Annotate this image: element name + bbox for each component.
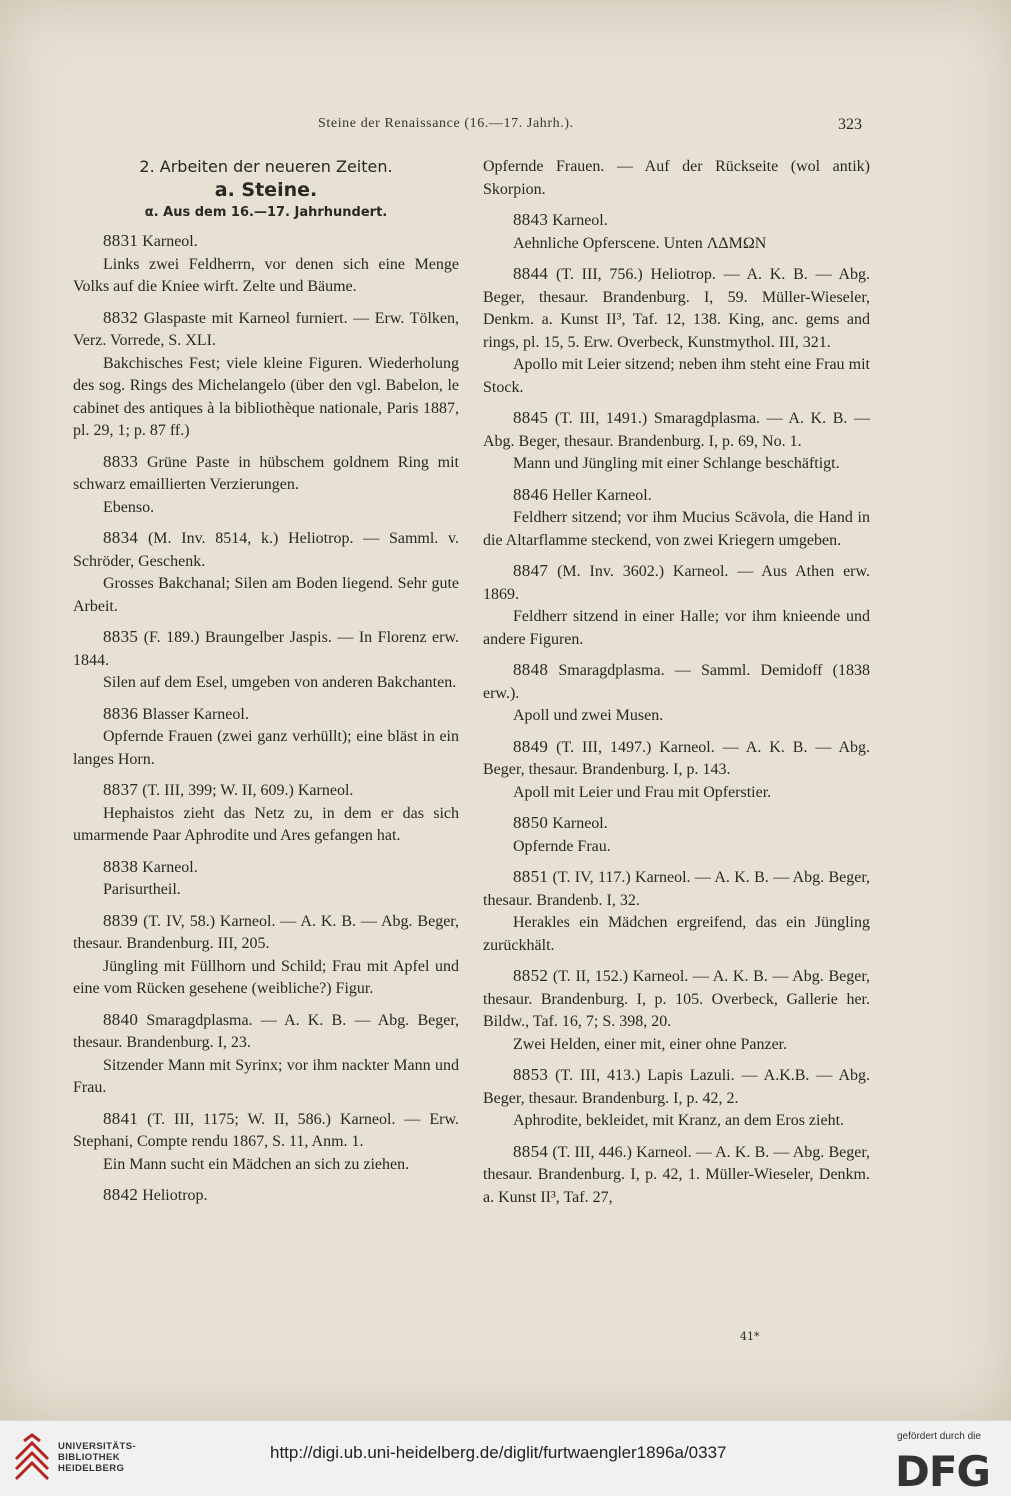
- entry-description: Opfernde Frau.: [513, 837, 611, 855]
- entry-material: (T. IV, 58.) Karneol. — A. K. B. — Abg. Beger, thesaur. Brandenburg. III, 205.: [73, 912, 459, 952]
- entry-number: 8840: [103, 1009, 139, 1029]
- entry-number: 8846: [513, 484, 549, 504]
- library-logo-icon: [12, 1433, 52, 1483]
- entry-description: Sitzender Mann mit Syrinx; vor ihm nackter Mann und Frau.: [73, 1056, 459, 1096]
- entry-description: Ebenso.: [103, 498, 155, 516]
- entry-material: (T. IV, 117.) Karneol. — A. K. B. — Abg. Beger, thesaur. Brandenb. I, 32.: [483, 869, 871, 909]
- dfg-logo: DFG: [895, 1447, 991, 1496]
- catalog-entry: [483, 1141, 870, 1210]
- catalog-entry: [483, 263, 870, 399]
- catalog-entry: [73, 703, 459, 772]
- entry-heading: [73, 527, 459, 573]
- running-title: Steine der Renaissance (16.—17. Jahrh.).: [318, 116, 574, 131]
- entry-number: 8835: [103, 627, 139, 646]
- catalog-entry: [483, 1064, 870, 1133]
- library-line: BIBLIOTHEK: [58, 1452, 121, 1463]
- catalog-entry: [483, 965, 870, 1056]
- entry-description: Ein Mann sucht ein Mädchen an sich zu ziehen.: [103, 1155, 410, 1173]
- library-line: UNIVERSITÄTS-: [58, 1441, 137, 1452]
- entry-number: 8850: [513, 813, 549, 832]
- catalog-entry: [483, 659, 870, 728]
- catalog-entry: [483, 736, 870, 805]
- entry-number: 8844: [513, 264, 549, 283]
- catalog-entry: [73, 230, 459, 299]
- entry-material: Heliotrop.: [142, 1187, 208, 1204]
- entry-description: Zwei Helden, einer mit, einer ohne Panzer.: [513, 1035, 788, 1053]
- entry-number: 8839: [103, 910, 139, 930]
- entry-material: (T. III, 413.) Lapis Lazuli. — A.K.B. — Abg. Beger, thesaur. Brandenburg. I, p. 42, 2.: [483, 1067, 870, 1107]
- entry-material: Karneol.: [552, 815, 608, 832]
- entry-description: Herakles ein Mädchen ergreifend, das ein Jüngling zurückhält.: [483, 914, 870, 954]
- catalog-entry: [483, 484, 870, 553]
- entry-material: (T. III, 1491.) Smaragdplasma. — A. K. B. — Abg. Beger, thesaur. Brandenburg. I, p. 69, No. 1.: [483, 410, 870, 450]
- entry-number: 8841: [103, 1108, 139, 1128]
- entry-heading: [483, 1141, 870, 1210]
- entry-heading: [483, 659, 870, 705]
- entry-number: 8833: [103, 451, 139, 471]
- entry-material: Heller Karneol.: [552, 486, 652, 504]
- page-number: 323: [838, 116, 862, 133]
- entry-number: 8836: [103, 703, 139, 723]
- catalog-entry: [73, 910, 459, 1001]
- catalog-entry: [483, 866, 870, 957]
- entry-heading: [73, 703, 459, 727]
- subsub-heading: α. Aus dem 16.—17. Jahrhundert.: [144, 205, 388, 220]
- entry-heading: [483, 263, 870, 354]
- entry-heading: [73, 626, 459, 672]
- entry-description: Aphrodite, bekleidet, mit Kranz, an dem Eros zieht.: [513, 1112, 845, 1129]
- section-heading: 2. Arbeiten der neueren Zeiten.: [139, 157, 393, 176]
- entry-number: 8832: [103, 307, 139, 327]
- footer-bar: [0, 1420, 1011, 1496]
- entry-number: 8853: [513, 1065, 549, 1084]
- entry-description: Grosses Bakchanal; Silen am Boden liegend. Sehr gute Arbeit.: [73, 575, 459, 615]
- right-column: [483, 156, 870, 1217]
- catalog-entry: [73, 1184, 459, 1208]
- entry-heading: [73, 451, 459, 497]
- entry-description: Feldherr sitzend in einer Halle; vor ihm knieende und andere Figuren.: [483, 608, 870, 648]
- entry-material: Blasser Karneol.: [142, 705, 249, 723]
- entry-description: Jüngling mit Füllhorn und Schild; Frau mit Apfel und eine vom Rücken gesehene (weibliche?) Figur.: [73, 957, 459, 997]
- entry-heading: [483, 484, 870, 508]
- entry-description: Apollo mit Leier sitzend; neben ihm steht eine Frau mit Stock.: [483, 356, 870, 396]
- entry-heading: [73, 1009, 459, 1055]
- entry-material: (T. III, 1175; W. II, 586.) Karneol. — Erw. Stephani, Compte rendu 1867, S. 11, Anm. 1.: [73, 1110, 459, 1150]
- entry-material: Karneol.: [142, 233, 198, 250]
- entry-description: Aehnliche Opferscene. Unten ΛΔΜΩΝ: [513, 234, 767, 252]
- catalog-entry: [483, 560, 870, 651]
- continuation-text: [483, 156, 870, 201]
- entry-material: (T. III, 756.) Heliotrop. — A. K. B. — Abg. Beger, thesaur. Brandenburg. I, 59. Müller-Wieseler, Denkm. a. Kunst II³, Taf. 12, 138. King, anc. gems and rings, pl. 15, 5. Erw. Overbeck, Kunstmythol. III, 321.: [483, 266, 871, 351]
- entry-number: 8847: [513, 561, 549, 580]
- continuation-paragraph: Opfernde Frauen. — Auf der Rückseite (wol antik) Skorpion.: [483, 158, 870, 198]
- sponsor-caption: gefördert durch die: [897, 1431, 981, 1442]
- entry-number: 8843: [513, 210, 549, 229]
- entry-heading: [483, 560, 870, 606]
- entry-number: 8834: [103, 528, 139, 547]
- right-entry-list: [483, 209, 870, 1209]
- entry-number: 8848: [513, 660, 549, 679]
- library-name: [58, 1441, 136, 1474]
- entry-heading: [73, 1108, 459, 1154]
- entry-description: Feldherr sitzend; vor ihm Mucius Scävola, die Hand in die Altarflamme steckend, von zwei Kriegern umgeben.: [483, 509, 870, 549]
- entry-number: 8851: [513, 867, 549, 886]
- permalink-url[interactable]: http://digi.ub.uni-heidelberg.de/diglit/furtwaengler1896a/0337: [270, 1443, 727, 1462]
- entry-heading: [73, 307, 459, 353]
- entry-heading: [483, 209, 870, 233]
- entry-material: (T. III, 399; W. II, 609.) Karneol.: [142, 782, 354, 799]
- catalog-entry: [73, 1009, 459, 1100]
- entry-material: Karneol.: [552, 212, 608, 229]
- left-column: [73, 156, 459, 1216]
- entry-material: (M. Inv. 3602.) Karneol. — Aus Athen erw. 1869.: [483, 563, 871, 603]
- catalog-entry: [483, 407, 870, 476]
- entry-material: Grüne Paste in hübschem goldnem Ring mit schwarz emaillierten Verzierungen.: [73, 453, 460, 493]
- entry-number: 8837: [103, 780, 139, 799]
- entry-number: 8845: [513, 408, 549, 427]
- signature-mark: 41*: [740, 1330, 760, 1343]
- entry-number: 8838: [103, 856, 139, 876]
- entry-material: (F. 189.) Braungelber Jaspis. — In Florenz erw. 1844.: [73, 629, 459, 669]
- entry-material: Karneol.: [142, 858, 198, 876]
- entry-material: Smaragdplasma. — A. K. B. — Abg. Beger, thesaur. Brandenburg. I, 23.: [73, 1011, 460, 1051]
- entry-number: 8842: [103, 1185, 139, 1204]
- catalog-entry: [73, 1108, 459, 1177]
- catalog-entry: [73, 779, 459, 848]
- entry-description: Bakchisches Fest; viele kleine Figuren. Wiederholung des sog. Rings des Michelangelo (über den vgl. Babelon, le cabinet des antiques à la bibliothèque nationale, Paris 1887, pl. 29, 1; p. 87 ff.): [73, 354, 459, 439]
- entry-material: (T. II, 152.) Karneol. — A. K. B. — Abg. Beger, thesaur. Brandenburg. I, p. 105. Overbeck, Gallerie her. Bildw., Taf. 16, 7; S. 398, 20.: [483, 968, 871, 1030]
- entry-number: 8831: [103, 231, 139, 250]
- left-entry-list: [73, 230, 459, 1208]
- catalog-entry: [73, 307, 459, 443]
- entry-heading: [483, 812, 870, 836]
- entry-description: Apoll und zwei Musen.: [513, 707, 664, 724]
- entry-description: Opfernde Frauen (zwei ganz verhüllt); eine bläst in ein langes Horn.: [73, 728, 459, 768]
- entry-heading: [73, 910, 459, 956]
- entry-heading: [483, 736, 870, 782]
- entry-number: 8854: [513, 1141, 549, 1161]
- entry-heading: [73, 1184, 459, 1208]
- sub-heading: a. Steine.: [214, 179, 318, 201]
- entry-description: Hephaistos zieht das Netz zu, in dem er das sich umarmende Paar Aphrodite und Ares gefangen hat.: [73, 804, 459, 844]
- entry-description: Apoll mit Leier und Frau mit Opferstier.: [513, 783, 772, 801]
- entry-heading: [73, 856, 459, 880]
- entry-heading: [73, 230, 459, 254]
- catalog-entry: [483, 209, 870, 255]
- catalog-entry: [73, 451, 459, 520]
- catalog-entry: [483, 812, 870, 858]
- entry-heading: [483, 1064, 870, 1110]
- entry-material: Glaspaste mit Karneol furniert. — Erw. Tölken, Verz. Vorrede, S. XLI.: [73, 309, 460, 349]
- catalog-entry: [73, 527, 459, 618]
- entry-description: Parisurtheil.: [103, 881, 181, 898]
- entry-description: Silen auf dem Esel, umgeben von anderen Bakchanten.: [103, 674, 457, 691]
- entry-heading: [483, 407, 870, 453]
- entry-description: Links zwei Feldherrn, vor denen sich eine Menge Volks auf die Kniee wirft. Zelte und Bäume.: [73, 255, 459, 295]
- catalog-entry: [73, 626, 459, 695]
- entry-number: 8849: [513, 736, 549, 756]
- entry-material: (T. III, 446.) Karneol. — A. K. B. — Abg. Beger, thesaur. Brandenburg. I, p. 42, 1. Müller-Wieseler, Denkm. a. Kunst II³, Taf. 27,: [483, 1143, 871, 1206]
- entry-material: Smaragdplasma. — Samml. Demidoff (1838 erw.).: [483, 662, 870, 702]
- entry-material: (T. III, 1497.) Karneol. — A. K. B. — Abg. Beger, thesaur. Brandenburg. I, p. 143.: [483, 738, 871, 778]
- entry-heading: [73, 779, 459, 803]
- library-line: HEIDELBERG: [58, 1463, 125, 1474]
- catalog-entry: [73, 856, 459, 902]
- entry-description: Mann und Jüngling mit einer Schlange beschäftigt.: [513, 455, 840, 472]
- entry-material: (M. Inv. 8514, k.) Heliotrop. — Samml. v. Schröder, Geschenk.: [73, 530, 459, 570]
- entry-heading: [483, 866, 870, 912]
- entry-heading: [483, 965, 870, 1034]
- entry-number: 8852: [513, 966, 549, 985]
